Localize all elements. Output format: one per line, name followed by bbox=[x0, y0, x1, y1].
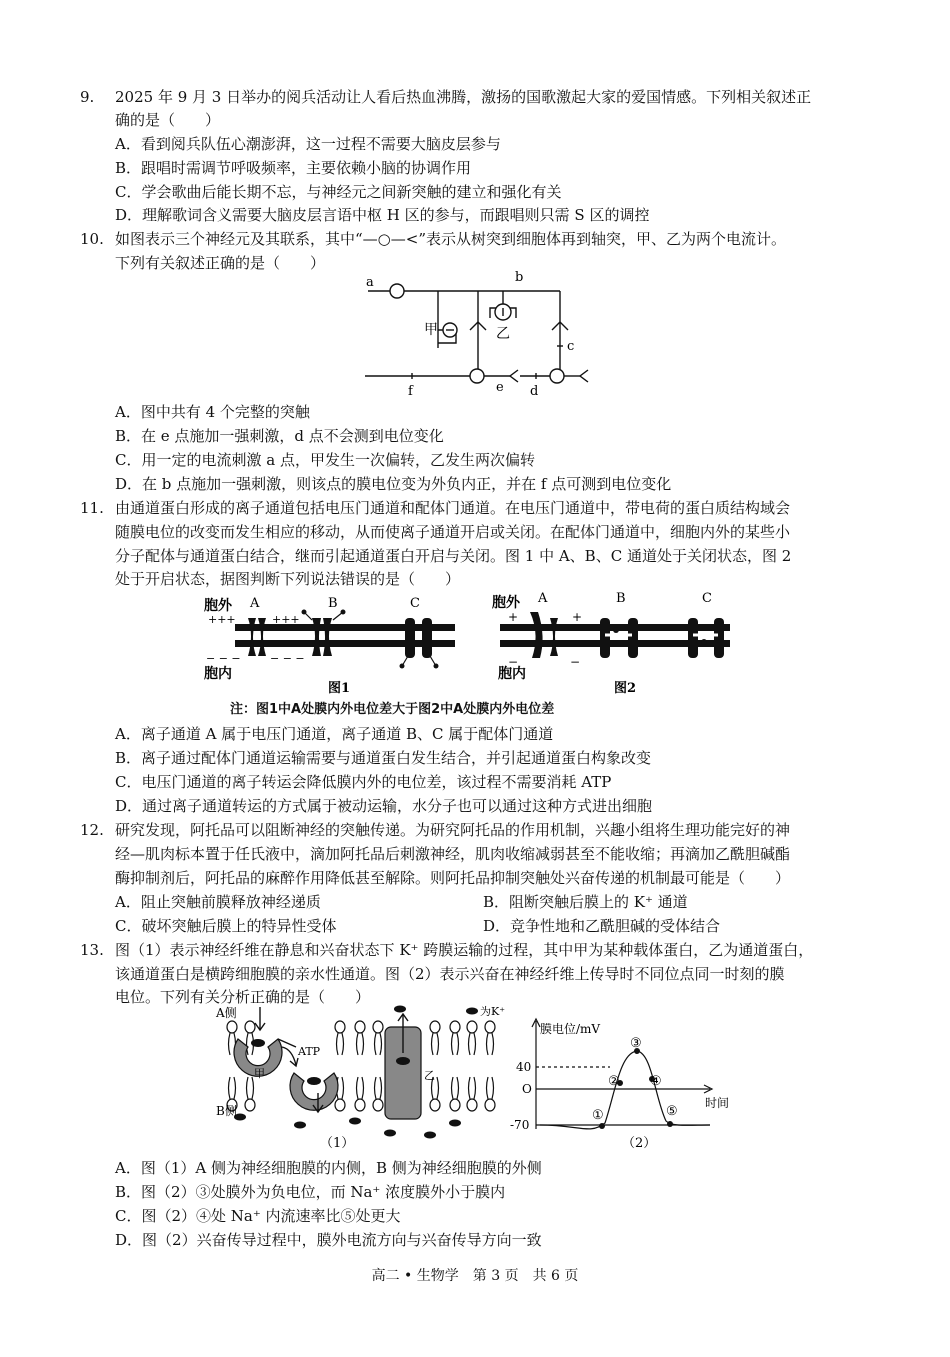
page-footer: 高二 • 生物学 第 3 页 共 6 页 bbox=[371, 1268, 579, 1284]
question-number: 10. bbox=[80, 230, 104, 248]
lipid-head bbox=[467, 1021, 477, 1033]
option-c: C．图（2）④处 Na⁺ 内流速率比⑤处更大 bbox=[115, 1207, 401, 1225]
label-inside: 胞内 bbox=[498, 666, 526, 682]
figure-2-caption: 图2 bbox=[614, 681, 637, 696]
option-c: C．电压门通道的离子转运会降低膜内外的电位差，该过程不需要消耗 ATP bbox=[115, 773, 612, 791]
lipid-tail bbox=[452, 1033, 459, 1055]
option-a: A．图中共有 4 个完整的突触 bbox=[115, 403, 310, 421]
option-b: B．图（2）③处膜外为负电位，而 Na⁺ 浓度膜外小于膜内 bbox=[115, 1183, 506, 1201]
lipid-tail bbox=[357, 1077, 364, 1099]
option-a: A．看到阅兵队伍心潮澎湃，这一过程不需要大脑皮层参与 bbox=[115, 135, 501, 153]
question-stem: 电位。下列有关分析正确的是（ ） bbox=[115, 988, 371, 1006]
option-c: C．用一定的电流刺激 a 点，甲发生一次偏转，乙发生两次偏转 bbox=[115, 451, 535, 469]
lipid-head bbox=[373, 1021, 383, 1033]
label-A: A bbox=[250, 596, 260, 611]
option-d: D．图（2）兴奋传导过程中，膜外电流方向与兴奋传导方向一致 bbox=[115, 1231, 542, 1249]
graph-xlabel: 时间 bbox=[705, 1096, 730, 1110]
lipid-tail bbox=[469, 1033, 476, 1055]
label-atp: ATP bbox=[298, 1045, 321, 1058]
lipid-head bbox=[430, 1099, 440, 1111]
option-d: D．理解歌词含义需要大脑皮层言语中枢 H 区的参与，而跟唱则只需 S 区的调控 bbox=[115, 206, 650, 224]
option-d: D．通过离子通道转运的方式属于被动运输，水分子也可以通过这种方式进出细胞 bbox=[115, 797, 653, 815]
question-stem: 酶抑制剂后，阿托品的麻醉作用降低甚至解除。则阿托品抑制突触处兴奋传递的机制最可能是（ ） bbox=[115, 869, 791, 887]
lipid-head bbox=[373, 1099, 383, 1111]
question-stem: 确的是（ ） bbox=[115, 111, 221, 129]
lipid-tail bbox=[375, 1033, 382, 1055]
lipid-tail bbox=[432, 1033, 439, 1055]
label-plus: + bbox=[508, 610, 519, 624]
label-B: B bbox=[328, 596, 338, 611]
question-stem: 研究发现，阿托品可以阻断神经的突触传递。为研究阿托品的作用机制，兴趣小组将生理功能完好的神 bbox=[115, 821, 791, 839]
tick-40: 40 bbox=[516, 1060, 532, 1074]
label-C: C bbox=[702, 591, 712, 606]
option-b: B．在 e 点施加一强刺激，d 点不会测到电位变化 bbox=[115, 427, 444, 445]
lipid-head bbox=[430, 1021, 440, 1033]
label-C: C bbox=[410, 596, 420, 611]
option-c: C．学会歌曲后能长期不忘，与神经元之间新突触的建立和强化有关 bbox=[115, 183, 562, 201]
figure-note: 注：图1中A处膜内外电位差大于图2中A处膜内外电位差 bbox=[230, 702, 555, 717]
neuron-circuit-figure bbox=[360, 268, 600, 398]
lipid-head bbox=[355, 1099, 365, 1111]
label-inside: 胞内 bbox=[204, 666, 232, 682]
label-B: B bbox=[616, 591, 626, 606]
point-1: ① bbox=[592, 1108, 604, 1123]
lipid-head bbox=[485, 1099, 495, 1111]
label-f: f bbox=[408, 384, 413, 398]
lipid-tail bbox=[469, 1077, 476, 1099]
figure-1-caption: （1） bbox=[320, 1136, 355, 1151]
lipid-tail bbox=[375, 1077, 382, 1099]
figure-2-caption: （2） bbox=[622, 1136, 657, 1151]
question-stem: 下列有关叙述正确的是（ ） bbox=[115, 254, 326, 272]
label-d: d bbox=[530, 384, 539, 398]
option-a: A．图（1）A 侧为神经细胞膜的内侧，B 侧为神经细胞膜的外侧 bbox=[115, 1159, 542, 1177]
question-stem: 经—肌肉标本置于任氏液中，滴加阿托品后刺激神经，肌肉收缩减弱甚至不能收缩；再滴加乙酰胆碱酯 bbox=[115, 845, 791, 863]
label-minus: − − − bbox=[270, 652, 305, 665]
lipid-head bbox=[227, 1021, 237, 1033]
question-stem: 2025 年 9 月 3 日举办的阅兵活动让人看后热血沸腾，激扬的国歌激起大家的爱国情感。下列相关叙述正 bbox=[115, 88, 812, 106]
lipid-tail bbox=[337, 1033, 344, 1055]
option-c: C．破坏突触后膜上的特异性受体 bbox=[115, 917, 337, 935]
label-outside: 胞外 bbox=[204, 598, 232, 614]
option-b: B．跟唱时需调节呼吸频率，主要依赖小脑的协调作用 bbox=[115, 159, 472, 177]
membrane-transport-figure bbox=[210, 1003, 730, 1153]
question-stem: 该通道蛋白是横跨细胞膜的亲水性通道。图（2）表示兴奋在神经纤维上传导时不同位点同一时刻的膜 bbox=[115, 965, 785, 983]
label-A: A bbox=[538, 591, 548, 606]
lipid-head bbox=[355, 1021, 365, 1033]
lipid-head bbox=[485, 1021, 495, 1033]
lipid-head bbox=[450, 1099, 460, 1111]
graph-ylabel: 膜电位/mV bbox=[540, 1022, 601, 1036]
lipid-head bbox=[450, 1021, 460, 1033]
point-2: ② bbox=[608, 1074, 620, 1089]
question-stem: 由通道蛋白形成的离子通道包括电压门通道和配体门通道。在电压门通道中，带电荷的蛋白质结构域会 bbox=[115, 499, 791, 517]
label-plus: + bbox=[572, 610, 583, 624]
label-plus: +++ bbox=[272, 613, 300, 626]
label-b: b bbox=[515, 270, 524, 285]
label-minus: − − − bbox=[206, 652, 241, 665]
label-galvanometer-jia: 甲 bbox=[424, 322, 438, 338]
question-stem: 分子配体与通道蛋白结合，继而引起通道蛋白开启与关闭。图 1 中 A、B、C 通道处于关闭状态，图 2 bbox=[115, 547, 792, 565]
option-d: D．竞争性地和乙酰胆碱的受体结合 bbox=[483, 917, 721, 935]
question-stem: 图（1）表示神经纤维在静息和兴奋状态下 K⁺ 跨膜运输的过程，其中甲为某种载体蛋白，乙为通道蛋白， bbox=[115, 941, 814, 959]
lipid-tail bbox=[357, 1033, 364, 1055]
lipid-head bbox=[245, 1021, 255, 1033]
question-stem: 如图表示三个神经元及其联系，其中“—○—<”表示从树突到细胞体再到轴突，甲、乙为两个电流计。 bbox=[115, 230, 786, 248]
label-a: a bbox=[366, 275, 374, 290]
ion-channel-figure bbox=[200, 590, 760, 700]
lipid-head bbox=[335, 1099, 345, 1111]
lipid-tail bbox=[487, 1077, 494, 1099]
question-stem: 处于开启状态，据图判断下列说法错误的是（ ） bbox=[115, 570, 461, 588]
question-number: 13. bbox=[80, 941, 104, 959]
point-4: ④ bbox=[650, 1074, 662, 1089]
label-k-ion: 为K⁺ bbox=[480, 1005, 506, 1018]
lipid-tail bbox=[452, 1077, 459, 1099]
lipid-head bbox=[467, 1099, 477, 1111]
tick-minus70: -70 bbox=[510, 1118, 530, 1132]
lipid-head bbox=[335, 1021, 345, 1033]
label-side-b: B侧 bbox=[216, 1104, 237, 1118]
question-number: 9. bbox=[80, 88, 95, 106]
label-carrier-jia: 甲 bbox=[254, 1067, 265, 1080]
label-channel-yi: 乙 bbox=[424, 1069, 435, 1082]
option-a: A．离子通道 A 属于电压门通道，离子通道 B、C 属于配体门通道 bbox=[115, 725, 554, 743]
label-galvanometer-yi: 乙 bbox=[496, 326, 510, 342]
point-3: ③ bbox=[630, 1036, 642, 1051]
question-number: 12. bbox=[80, 821, 104, 839]
tick-0: O bbox=[522, 1082, 532, 1096]
label-minus: − bbox=[570, 655, 581, 669]
label-plus: +++ bbox=[208, 613, 236, 626]
question-number: 11. bbox=[80, 499, 104, 517]
option-b: B．离子通过配体门通道运输需要与通道蛋白发生结合，并引起通道蛋白构象改变 bbox=[115, 749, 652, 767]
lipid-head bbox=[245, 1099, 255, 1111]
lipid-tail bbox=[487, 1033, 494, 1055]
question-stem: 随膜电位的改变而发生相应的移动，从而使离子通道开启或关闭。在配体门通道中，细胞内外的某些小 bbox=[115, 523, 791, 541]
label-minus: − bbox=[508, 655, 519, 669]
label-outside: 胞外 bbox=[492, 595, 520, 611]
figure-1-caption: 图1 bbox=[328, 681, 351, 696]
lipid-tail bbox=[229, 1077, 236, 1099]
point-5: ⑤ bbox=[666, 1104, 678, 1119]
label-c: c bbox=[567, 339, 575, 354]
label-side-a: A侧 bbox=[216, 1006, 237, 1020]
lipid-tail bbox=[247, 1077, 254, 1099]
option-d: D．在 b 点施加一强刺激，则该点的膜电位变为外负内正，并在 f 点可测到电位变化 bbox=[115, 475, 672, 493]
option-b: B．阻断突触后膜上的 K⁺ 通道 bbox=[483, 893, 688, 911]
label-e: e bbox=[496, 380, 504, 395]
option-a: A．阻止突触前膜释放神经递质 bbox=[115, 893, 321, 911]
